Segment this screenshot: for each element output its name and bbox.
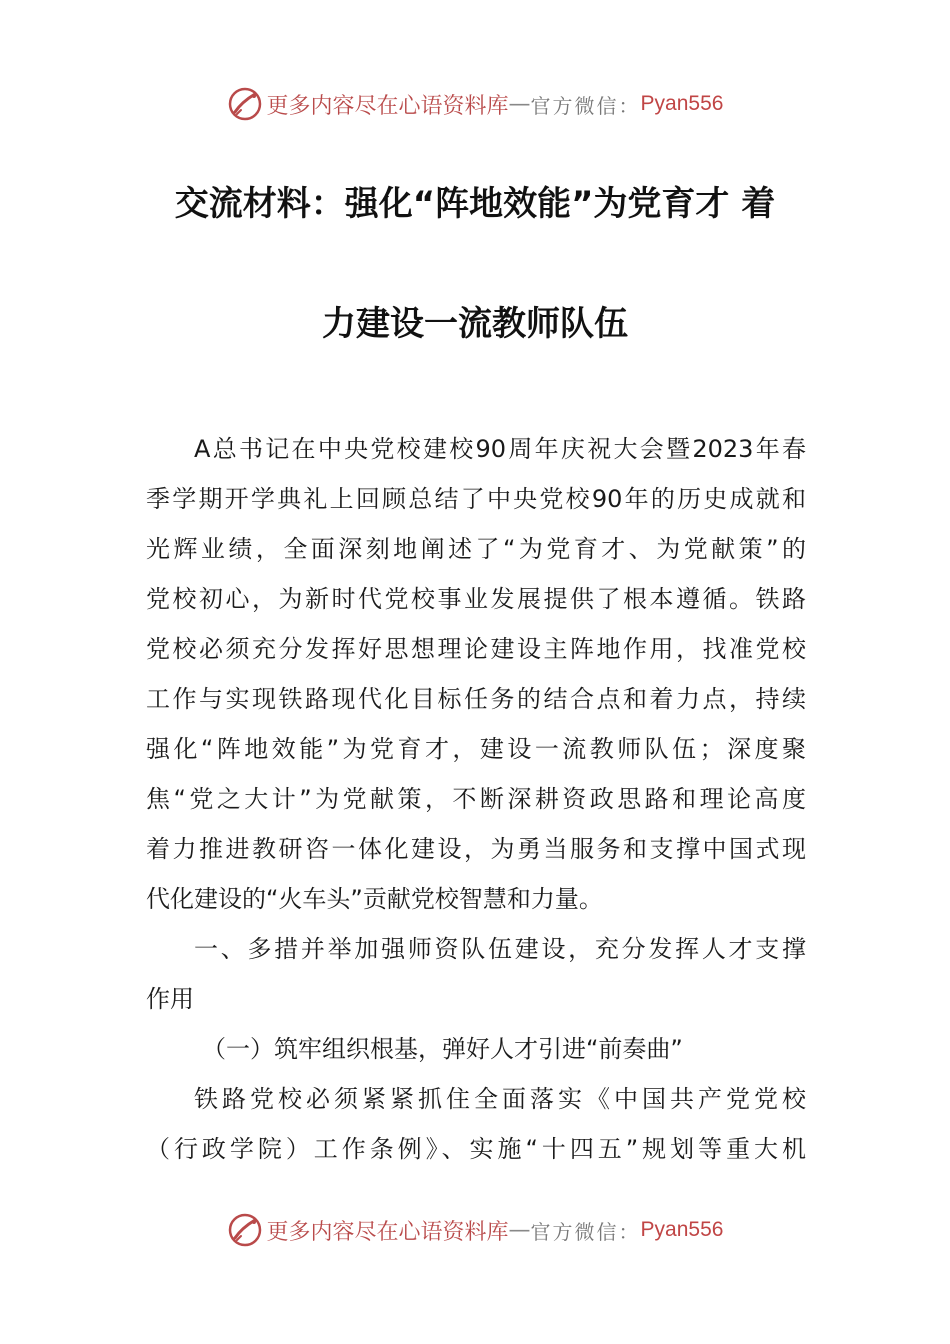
text-line: 季学期开学典礼上回顾总结了中央党校90年的历史成就和 [146,485,806,513]
text-line: A总书记在中央党校建校90周年庆祝大会暨2023年春 [194,435,806,463]
watermark-banner-bottom [0,1210,950,1250]
text-line: （行政学院）工作条例》、实施“十四五”规划等重大机 [146,1135,806,1163]
text-line: 党校初心，为新时代党校事业发展提供了根本遵循。铁路 [146,585,806,613]
brush-logo-icon [227,1212,263,1248]
banner-wechat-label: 官方微信： [530,1219,641,1244]
section-heading-1-cont: 作用 [146,985,194,1013]
text-line: 焦“党之大计”为党献策，不断深耕资政思路和理论高度 [146,785,806,813]
banner-separator: — [508,91,531,117]
banner-wechat-id: Pyan556 [640,1218,724,1241]
document-title-line-2: 力建设一流教师队伍 [322,304,628,344]
section-heading-1: 一、多措并举加强师资队伍建设，充分发挥人才支撑 [194,935,806,963]
text-line: 代化建设的“火车头”贡献党校智慧和力量。 [146,885,603,913]
document-title-line-1: 交流材料：强化“阵地效能”为党育才 着 [174,184,776,224]
banner-text: 更多内容尽在心语资料库 [266,93,509,119]
text-line: 工作与实现铁路现代化目标任务的结合点和着力点，持续 [146,685,806,713]
subsection-heading-1: （一）筑牢组织根基，弹好人才引进“前奏曲” [202,1035,683,1063]
banner-wechat-id: Pyan556 [640,92,724,115]
text-line: 党校必须充分发挥好思想理论建设主阵地作用，找准党校 [146,635,806,663]
text-line: 着力推进教研咨一体化建设，为勇当服务和支撑中国式现 [146,835,806,863]
banner-text: 更多内容尽在心语资料库 [266,1219,509,1245]
banner-wechat-label: 官方微信： [530,93,641,118]
brush-logo-icon [227,86,263,122]
text-line: 强化“阵地效能”为党育才，建设一流教师队伍；深度聚 [146,735,806,763]
paragraph-intro [146,424,806,1174]
watermark-banner-top [0,84,950,124]
banner-separator: — [508,1217,531,1243]
text-line: 光辉业绩，全面深刻地阐述了“为党育才、为党献策”的 [146,535,806,563]
text-line: 铁路党校必须紧紧抓住全面落实《中国共产党党校 [194,1085,806,1113]
